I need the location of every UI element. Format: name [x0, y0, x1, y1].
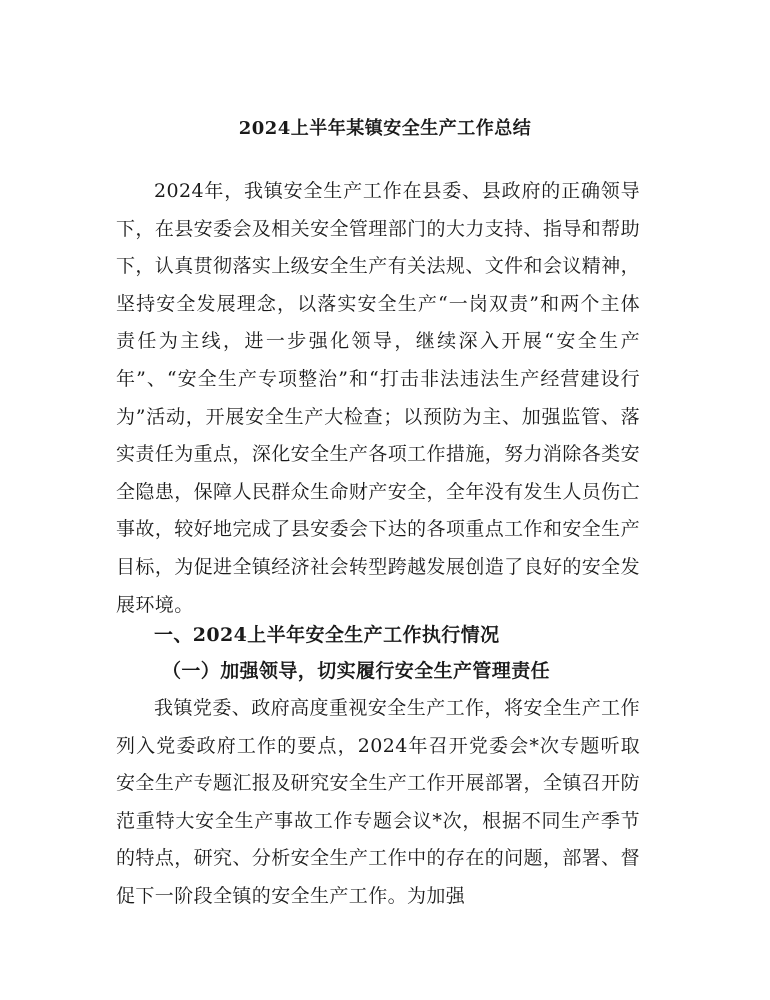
section-heading: 一、2024上半年安全生产工作执行情况 — [154, 624, 500, 646]
subsection-paragraph: 我镇党委、政府高度重视安全生产工作，将安全生产工作列入党委政府工作的要点，2024年召开党委会*次专题听取安全生产专题汇报及研究安全生产工作开展部署，全镇召开防范重特大安全生产事故工作专题会议*次，根据不同生产季节的特点，研究、分析安全生产工作中的存在的问题，部署、督促下一阶段全镇的安全生产工作。为加强 — [116, 697, 640, 907]
intro-paragraph: 2024年，我镇安全生产工作在县委、县政府的正确领导下，在县安委会及相关安全管理部门的大力支持、指导和帮助下，认真贯彻落实上级安全生产有关法规、文件和会议精神，坚持安全发展理念，以落实安全生产“一岗双责”和两个主体责任为主线，进一步强化领导，继续深入开展“安全生产年”、“安全生产专项整治”和“打击非法违法生产经营建设行为”活动，开展安全生产大检查；以预防为主、加强监管、落实责任为重点，深化安全生产各项工作措施，努力消除各类安全隐患，保障人民群众生命财产安全，全年没有发生人员伤亡事故，较好地完成了县安委会下达的各项重点工作和安全生产目标，为促进全镇经济社会转型跨越发展创造了良好的安全发展环境。 — [116, 180, 640, 616]
document-title: 2024上半年某镇安全生产工作总结 — [238, 118, 532, 139]
subsection-heading: （一）加强领导，切实履行安全生产管理责任 — [162, 660, 551, 682]
